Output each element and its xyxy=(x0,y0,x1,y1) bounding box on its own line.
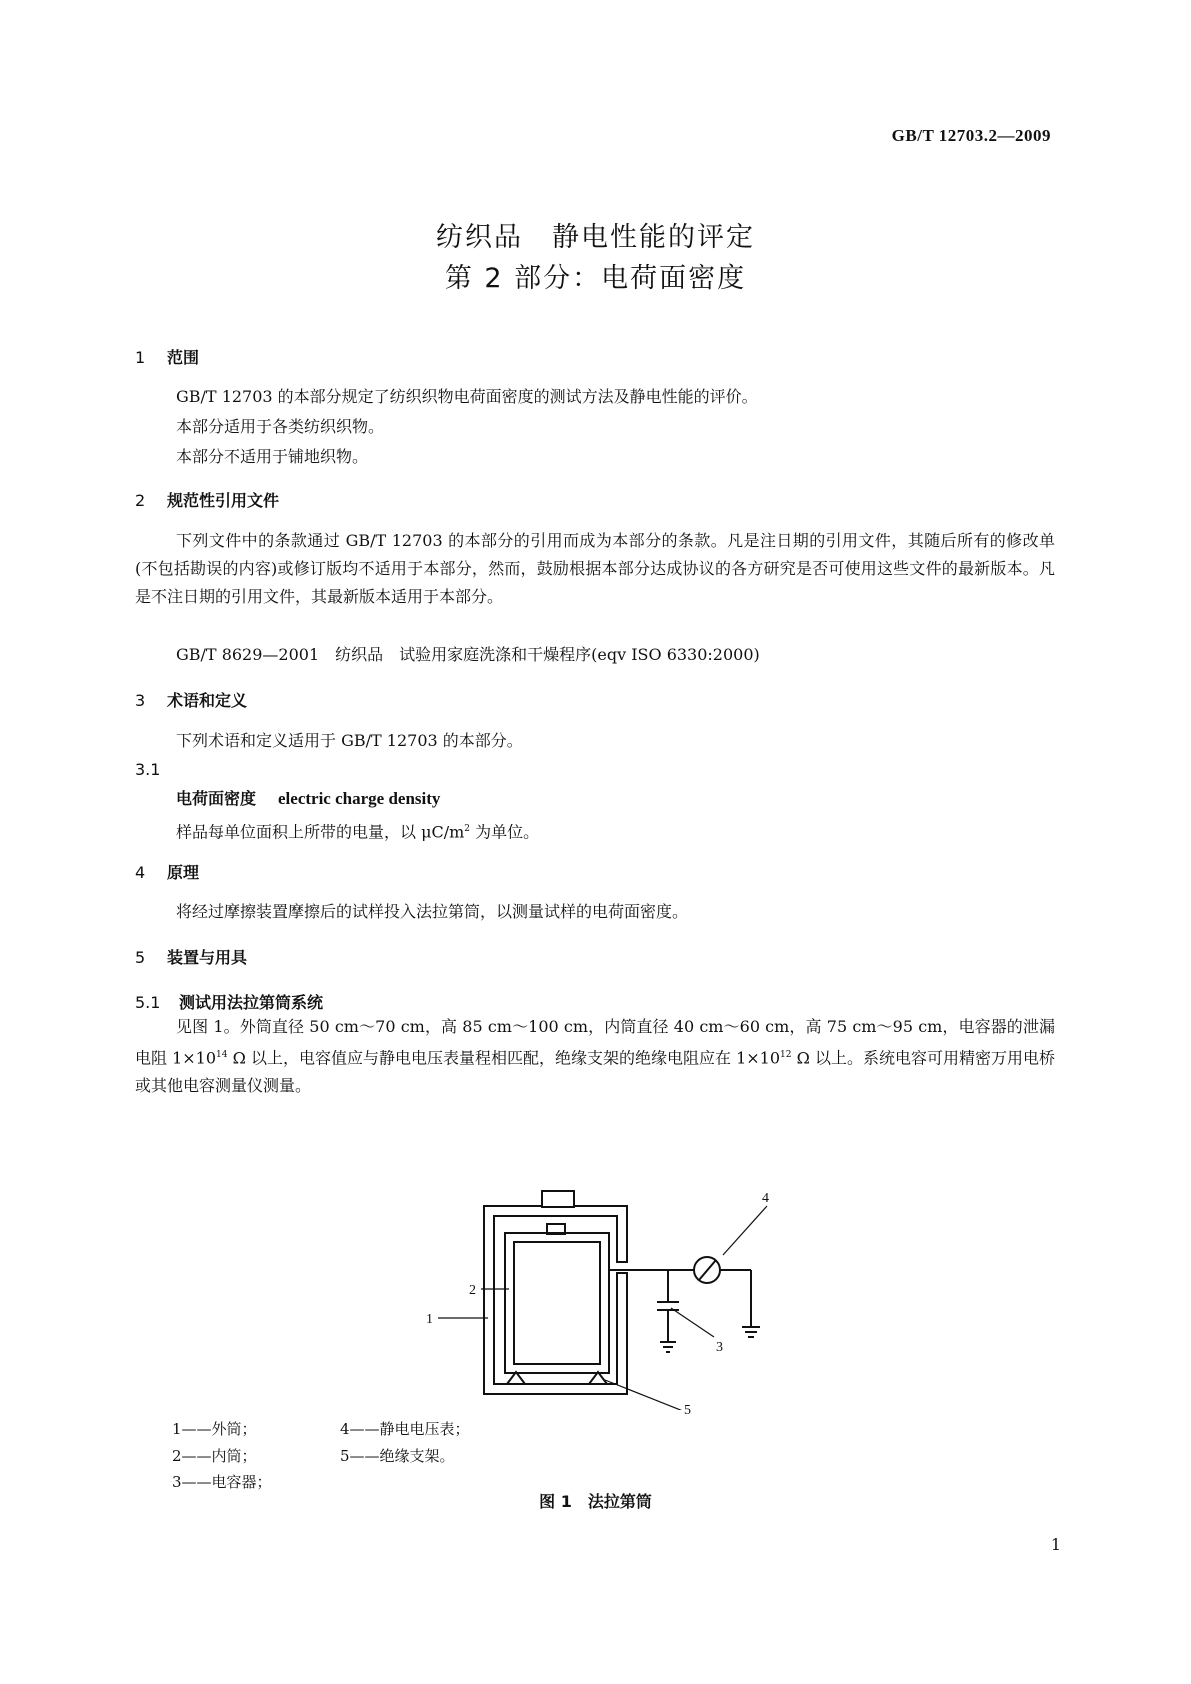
section-number: 4 xyxy=(135,863,146,882)
legend-item-3: 3——电容器； xyxy=(172,1473,272,1491)
requirements-text-c: Ω 以上。系统电容可用精密万用电桥或其他电容测量仪测量。 xyxy=(135,1048,1055,1096)
legend-item-5: 5——绝缘支架。 xyxy=(340,1447,455,1465)
term-definition xyxy=(176,815,539,846)
section-3-heading xyxy=(135,688,247,711)
scope-paragraph-2: 本部分适用于各类纺织织物。 xyxy=(176,417,385,436)
normative-references-paragraph: 下列文件中的条款通过 GB/T 12703 的本部分的引用而成为本部分的条款。凡是注日期的引用文件，其随后所有的修改单(不包括勘误的内容)或修订版均不适用于本部分，然而，鼓励根据本部分达成协议的各方研究是否可使用这些文件的最新版本。凡是不注日期的引用文件，其最新版本适用于本部分。 xyxy=(135,531,1055,606)
outer-cup-knob xyxy=(542,1191,574,1207)
clause-title: 测试用法拉第筒系统 xyxy=(179,993,324,1012)
figure-label-2: 2 xyxy=(469,1283,476,1298)
section-title: 范围 xyxy=(167,348,200,367)
title-line-2: 第 2 部分：电荷面密度 xyxy=(444,263,747,294)
voltmeter-needle xyxy=(699,1260,716,1280)
term-chinese: 电荷面密度 xyxy=(176,789,257,808)
exponent-12: 12 xyxy=(780,1050,792,1060)
section-number: 1 xyxy=(135,348,146,367)
section-1-heading xyxy=(135,345,199,368)
section-number: 3 xyxy=(135,691,146,710)
standard-code: GB/T 12703.2—2009 xyxy=(891,126,1051,145)
faraday-cup-diagram xyxy=(420,1170,780,1410)
page-number: 1 xyxy=(1050,1535,1061,1554)
scope-paragraph-3: 本部分不适用于铺地织物。 xyxy=(176,447,369,466)
clause-3-1-number: 3.1 xyxy=(135,760,161,779)
figure-label-5: 5 xyxy=(684,1403,691,1418)
faraday-cup-requirements-paragraph xyxy=(135,1013,1055,1100)
title-line-1: 纺织品 静电性能的评定 xyxy=(436,222,755,253)
definition-superscript: 2 xyxy=(464,824,471,834)
legend-item-1: 1——外筒； xyxy=(172,1420,257,1438)
requirements-text-a: 见图 1。外筒直径 50 cm～70 cm，高 85 cm～100 cm，内筒直径 40 cm～60 cm，高 75 cm～95 cm，电容器的泄漏电阻 1×10 xyxy=(135,1017,1055,1068)
inner-cup-outer-wall xyxy=(505,1233,609,1373)
figure-caption: 图 1 法拉第筒 xyxy=(539,1492,652,1511)
principle-paragraph: 将经过摩擦装置摩擦后的试样投入法拉第筒，以测量试样的电荷面密度。 xyxy=(176,902,689,921)
section-5-heading xyxy=(135,945,247,968)
section-title: 规范性引用文件 xyxy=(167,491,280,510)
legend-item-2: 2——内筒； xyxy=(172,1447,257,1465)
figure-label-5-wrap xyxy=(680,1398,700,1418)
section-number: 2 xyxy=(135,491,146,510)
section-2-heading xyxy=(135,488,279,511)
figure-label-1: 1 xyxy=(426,1312,433,1327)
figure-label-3: 3 xyxy=(716,1340,723,1355)
normative-reference-item: GB/T 8629—2001 纺织品 试验用家庭洗涤和干燥程序(eqv ISO 6330:2000) xyxy=(176,645,760,664)
terms-intro-paragraph: 下列术语和定义适用于 GB/T 12703 的本部分。 xyxy=(176,731,523,750)
scope-paragraph-1: GB/T 12703 的本部分规定了纺织织物电荷面密度的测试方法及静电性能的评价。 xyxy=(176,387,758,406)
requirements-text-b: Ω 以上，电容值应与静电电压表量程相匹配，绝缘支架的绝缘电阻应在 1×10 xyxy=(227,1048,781,1068)
leader-line-3 xyxy=(671,1308,714,1337)
figure-label-4: 4 xyxy=(762,1191,769,1206)
definition-text-end: 为单位。 xyxy=(470,822,540,842)
inner-cup-inner-wall xyxy=(514,1242,600,1364)
term-entry xyxy=(176,785,440,813)
leader-line-4 xyxy=(723,1206,767,1255)
exponent-14: 14 xyxy=(216,1050,228,1060)
term-english: electric charge density xyxy=(278,789,441,808)
legend-item-4: 4——静电电压表； xyxy=(340,1420,470,1438)
section-title: 装置与用具 xyxy=(167,948,248,967)
section-number: 5 xyxy=(135,948,146,967)
section-title: 原理 xyxy=(167,863,200,882)
clause-number: 5.1 xyxy=(135,993,161,1012)
clause-5-1-heading xyxy=(135,990,323,1013)
definition-text: 样品每单位面积上所带的电量，以 μC/m xyxy=(176,822,465,842)
section-title: 术语和定义 xyxy=(167,691,248,710)
section-4-heading xyxy=(135,860,199,883)
